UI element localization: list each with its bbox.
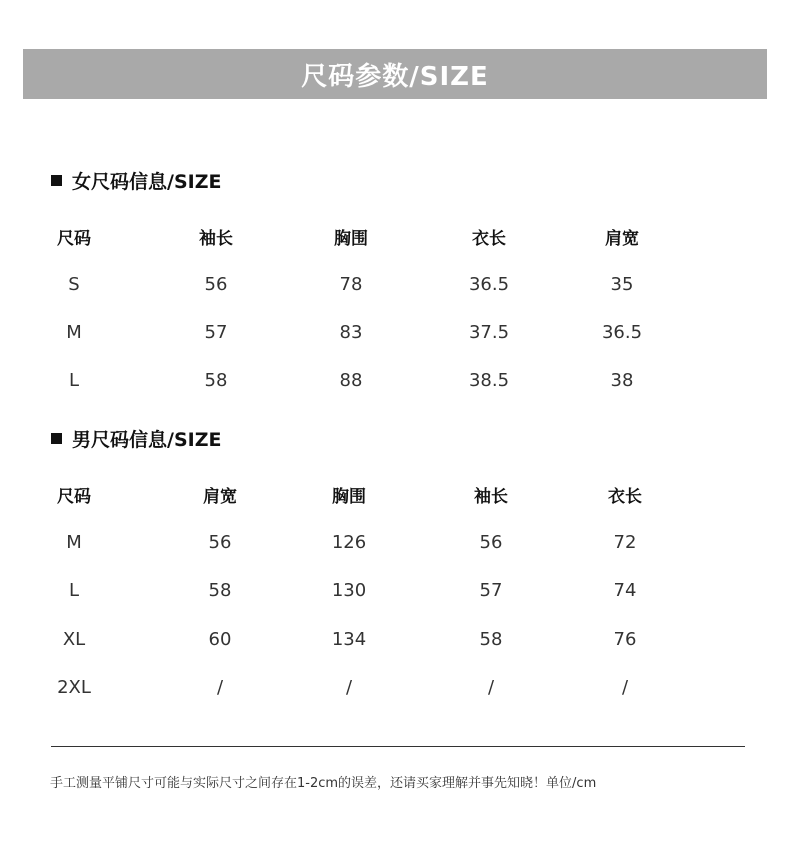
table-cell: 76 [613, 629, 637, 650]
women-table-header-row [0, 227, 790, 251]
table-row [0, 321, 790, 345]
table-row [0, 579, 790, 603]
banner-title: 尺码参数/SIZE [301, 61, 489, 92]
table-row [0, 369, 790, 393]
men-section-title-text: 男尺码信息/SIZE [72, 428, 222, 451]
measurement-footnote: 手工测量平铺尺寸可能与实际尺寸之间存在1-2cm的误差，还请买家理解并事先知晓！单位/cm [50, 776, 597, 791]
table-cell: 60 [208, 629, 232, 650]
table-cell: 58 [208, 580, 232, 601]
square-bullet-icon [51, 175, 62, 186]
table-cell: M [66, 322, 82, 343]
footer-divider [51, 746, 745, 747]
table-row [0, 628, 790, 652]
women-header-cell: 胸围 [334, 229, 368, 249]
table-cell: 38.5 [468, 370, 510, 391]
table-cell: 56 [479, 532, 503, 553]
women-section-title [51, 167, 221, 193]
table-cell: 38 [610, 370, 634, 391]
table-cell: 37.5 [468, 322, 510, 343]
table-cell: / [487, 677, 495, 698]
men-section-title [51, 425, 221, 451]
table-row [0, 273, 790, 297]
table-cell: XL [62, 629, 86, 650]
women-header-cell: 袖长 [199, 229, 233, 249]
table-cell: 58 [204, 370, 228, 391]
table-cell: L [68, 370, 80, 391]
men-header-cell: 衣长 [608, 487, 642, 507]
table-cell: 58 [479, 629, 503, 650]
table-cell: / [216, 677, 224, 698]
table-cell: 83 [339, 322, 363, 343]
table-cell: 72 [613, 532, 637, 553]
men-header-cell: 尺码 [57, 487, 91, 507]
men-header-cell: 胸围 [332, 487, 366, 507]
table-cell: 88 [339, 370, 363, 391]
table-cell: 126 [331, 532, 367, 553]
table-cell: 57 [204, 322, 228, 343]
men-header-cell: 袖长 [474, 487, 508, 507]
table-cell: 36.5 [601, 322, 643, 343]
square-bullet-icon [51, 433, 62, 444]
table-cell: 78 [339, 274, 363, 295]
table-cell: M [66, 532, 82, 553]
table-cell: 35 [610, 274, 634, 295]
table-cell: 134 [331, 629, 367, 650]
page-banner [23, 49, 767, 99]
table-row [0, 531, 790, 555]
table-cell: 36.5 [468, 274, 510, 295]
table-cell: 57 [479, 580, 503, 601]
men-header-cell: 肩宽 [203, 487, 237, 507]
women-header-cell: 尺码 [57, 229, 91, 249]
table-cell: L [68, 580, 80, 601]
table-cell: 130 [331, 580, 367, 601]
women-header-cell: 肩宽 [605, 229, 639, 249]
table-cell: S [68, 274, 80, 295]
table-cell: 56 [204, 274, 228, 295]
table-cell: 2XL [57, 677, 91, 698]
table-cell: 74 [613, 580, 637, 601]
men-table-header-row [0, 485, 790, 509]
women-header-cell: 衣长 [472, 229, 506, 249]
table-cell: 56 [208, 532, 232, 553]
table-row [0, 676, 790, 700]
table-cell: / [345, 677, 353, 698]
women-section-title-text: 女尺码信息/SIZE [72, 170, 222, 193]
table-cell: / [621, 677, 629, 698]
